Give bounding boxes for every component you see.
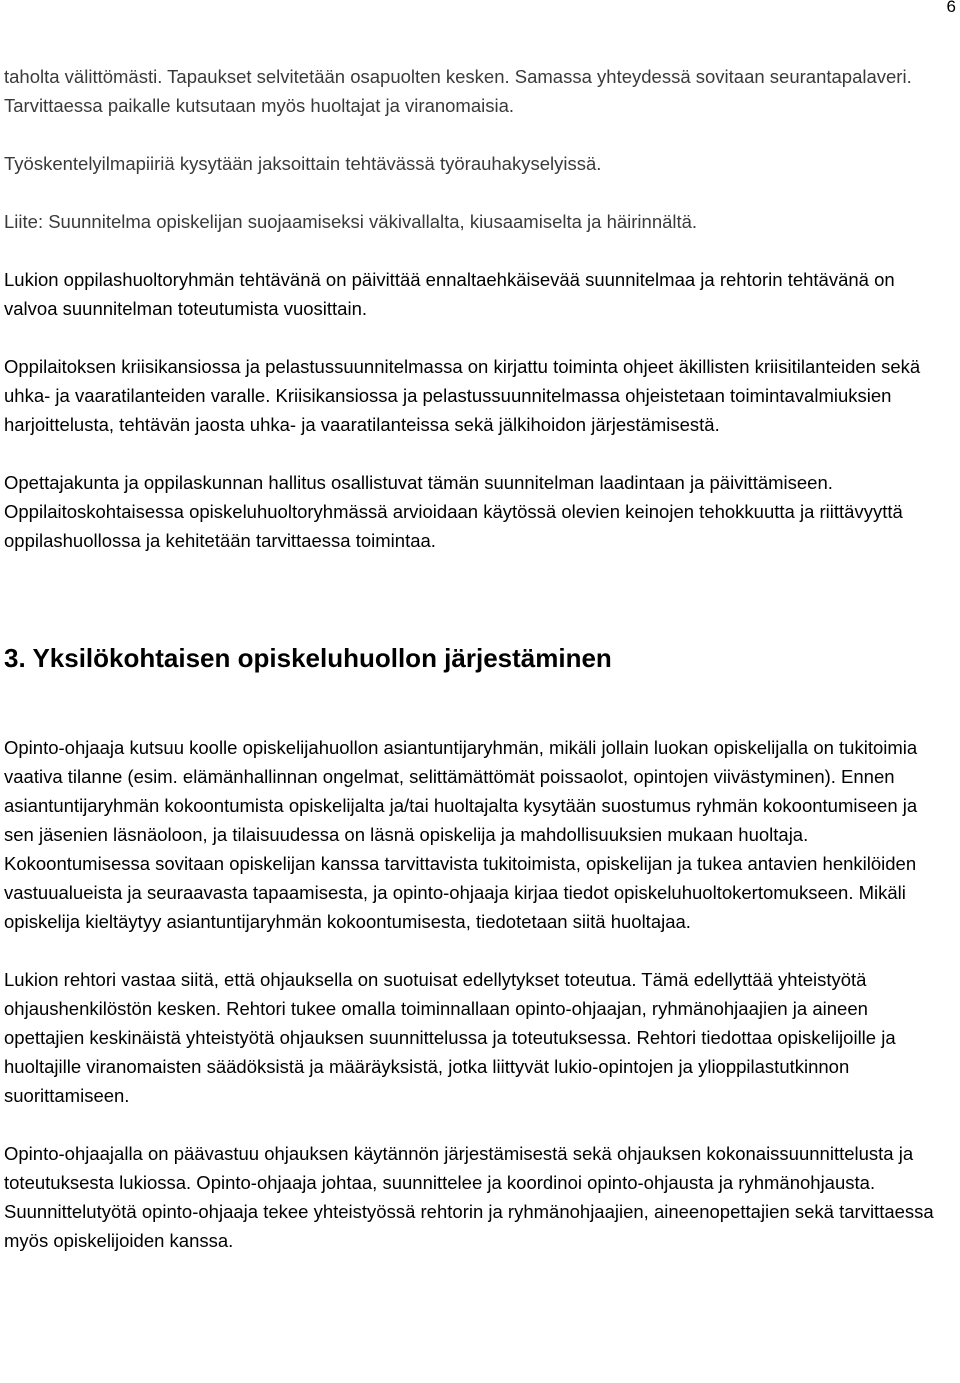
paragraph-team-duties: Lukion oppilashuoltoryhmän tehtävänä on päivittää ennaltaehkäisevää suunnitelmaa ja rehtorin tehtävänä on valvoa suunnitelman toteutumista vuosittain. (4, 269, 895, 319)
document-body (4, 62, 952, 1255)
paragraph-incident-handling: taholta välittömästi. Tapaukset selvitetään osapuolten kesken. Samassa yhteydessä sovitaan seurantapalaveri. Tarvittaessa paikalle kutsutaan myös huoltajat ja viranomaisia. (4, 66, 912, 116)
paragraph-counselor-role: Opinto-ohjaajalla on päävastuu ohjauksen käytännön järjestämisestä sekä ohjauksen kokonaissuunnittelusta ja toteutuksesta lukiossa. Opinto-ohjaaja johtaa, suunnittelee ja koordinoi opinto-ohjausta ja ryhmänohjausta. Suunnittelutyötä opinto-ohjaaja tekee yhteistyössä rehtorin ja ryhmänohjaajien, aineenopettajien sekä tarvittaessa myös opiskelijoiden kanssa. (4, 1143, 934, 1251)
paragraph-work-climate: Työskentelyilmapiiriä kysytään jaksoittain tehtävässä työrauhakyselyissä. (4, 153, 602, 174)
paragraph-expert-group: Opinto-ohjaaja kutsuu koolle opiskelijahuollon asiantuntijaryhmän, mikäli jollain luokan opiskelijalla on tukitoimia vaativa tilanne (esim. elämänhallinnan ongelmat, selittämättömät poissaolot, opintojen viivästyminen). Ennen asiantuntijaryhmän kokoontumista opiskelijalta ja/tai huoltajalta kysytään suostumus ryhmän kokoontumiseen ja sen jäsenien läsnäoloon, ja tilaisuudessa on läsnä opiskelija ja mahdollisuuksien mukaan huoltaja. Kokoontumisessa sovitaan opiskelijan kanssa tarvittavista tukitoimista, opiskelijan ja tukea antavien henkilöiden vastuualueista ja seuraavasta tapaamisesta, ja opinto-ohjaaja kirjaa tiedot opiskeluhuoltokertomukseen. Mikäli opiskelija kieltäytyy asiantuntijaryhmän kokoontumisesta, tiedotetaan siitä huoltajaa. (4, 737, 918, 932)
paragraph-plan-updates: Opettajakunta ja oppilaskunnan hallitus osallistuvat tämän suunnitelman laadintaan ja päivittämiseen. Oppilaitoskohtaisessa opiskeluhuoltoryhmässä arvioidaan käytössä olevien keinojen tehokkuutta ja riittävyyttä oppilashuollossa ja kehitetään tarvittaessa toimintaa. (4, 472, 903, 551)
paragraph-principal-role: Lukion rehtori vastaa siitä, että ohjauksella on suotuisat edellytykset toteutua. Tämä edellyttää yhteistyötä ohjaushenkilöstön kesken. Rehtori tukee omalla toiminnallaan opinto-ohjaajan, ryhmänohjaajien ja aineen opettajien keskinäistä yhteistyötä ohjauksen suunnittelussa ja toteutuksessa. Rehtori tiedottaa opiskelijoille ja huoltajille viranomaisten säädöksistä ja määräyksistä, jotka liittyvät lukio-opintojen ja ylioppilastutkinnon suorittamiseen. (4, 969, 896, 1106)
paragraph-attachment: Liite: Suunnitelma opiskelijan suojaamiseksi väkivallalta, kiusaamiselta ja häirinnältä. (4, 211, 698, 232)
section-heading: 3. Yksilökohtaisen opiskeluhuollon järjestäminen (4, 643, 612, 673)
paragraph-crisis-folder: Oppilaitoksen kriisikansiossa ja pelastussuunnitelmassa on kirjattu toiminta ohjeet äkillisten kriisitilanteiden sekä uhka- ja vaaratilanteiden varalle. Kriisikansiossa ja pelastussuunnitelmassa ohjeistetaan toimintavalmiuksien harjoittelusta, tehtävän jaosta uhka- ja vaaratilanteissa sekä jälkihoidon järjestämisestä. (4, 356, 921, 435)
page-number: 6 (946, 0, 956, 16)
